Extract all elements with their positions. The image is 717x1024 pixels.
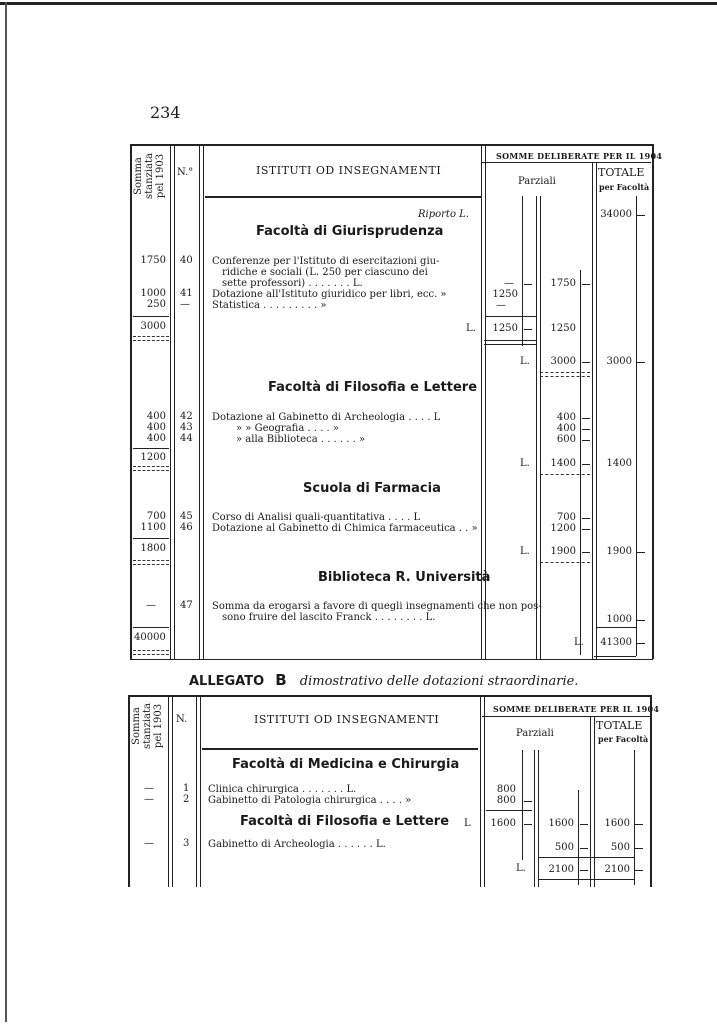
allegato-letter: B	[275, 671, 287, 689]
row-description: » » Geografia . . . . »	[236, 423, 340, 434]
col-totale-header: TOTALE	[596, 719, 643, 732]
total-partial: 2100	[548, 864, 574, 875]
grand-total: 41300	[600, 637, 632, 648]
partial-value: 1750	[550, 278, 576, 289]
subtotal-somma: 1200	[140, 452, 166, 463]
subtotal-partial: 1250	[550, 323, 576, 334]
row-description: Clinica chirurgica . . . . . . . L.	[208, 784, 357, 795]
col-istituti-header: ISTITUTI OD INSEGNAMENTI	[256, 164, 442, 177]
somma-value: —	[144, 794, 154, 805]
section-title: Facoltà di Medicina e Chirurgia	[232, 757, 460, 772]
col-somma-header: Somma stanziata pel 1903	[133, 153, 166, 199]
somma-value: 400	[146, 422, 166, 433]
somma-value: 400	[146, 411, 166, 422]
col-n-header: N.°	[177, 167, 194, 178]
total-facolta: 1400	[606, 458, 632, 469]
section-title: Scuola di Farmacia	[303, 481, 441, 496]
total-l: L.	[520, 458, 530, 469]
page-number: 234	[150, 103, 181, 122]
section-title-l: L	[464, 818, 471, 829]
somma-value: 1100	[140, 522, 166, 533]
col-per-facolta-header: per Facoltà	[599, 182, 650, 192]
total-partial: 1400	[550, 458, 576, 469]
total-facolta: 2100	[604, 864, 630, 875]
row-description: Gabinetto di Patologia chirurgica . . . . »	[208, 795, 412, 806]
somma-value: 1750	[140, 255, 166, 266]
allegato-label: ALLEGATO	[189, 674, 265, 689]
riporto-value: 34000	[600, 209, 632, 220]
row-number: 46	[180, 522, 193, 533]
row-number: 42	[180, 411, 193, 422]
partial-value: 400	[556, 412, 576, 423]
row-number: 3	[183, 838, 190, 849]
grand-somma: 40000	[134, 632, 166, 643]
col-n-header: N.	[176, 714, 188, 725]
somma-value: —	[146, 600, 156, 611]
row-number: 44	[180, 433, 193, 444]
partial-value: 800	[496, 784, 516, 795]
riporto-label: Riporto L.	[418, 209, 469, 220]
partial-value: 700	[556, 512, 576, 523]
grand-l: L.	[574, 637, 584, 648]
row-description: Gabinetto di Archeologia . . . . . . L.	[208, 839, 386, 850]
total-facolta: 1000	[606, 614, 632, 625]
subtotal-partial: 1250	[492, 323, 518, 334]
somma-value: 1000	[140, 288, 166, 299]
total-l: L.	[520, 546, 530, 557]
subtotal-facolta: 1600	[604, 818, 630, 829]
partial-value: 800	[496, 795, 516, 806]
col-per-facolta-header: per Facoltà	[598, 734, 649, 744]
somma-value: 250	[146, 299, 166, 310]
allegato-caption: dimostrativo delle dotazioni straordinarie.	[299, 674, 579, 689]
row-number: 45	[180, 511, 193, 522]
row-number: 47	[180, 600, 193, 611]
somma-value: 700	[146, 511, 166, 522]
total-l: L.	[516, 863, 526, 874]
total-l: L.	[520, 356, 530, 367]
row-number: 41	[180, 288, 193, 299]
left-border	[5, 2, 7, 1022]
row-description: Dotazione all'Istituto giuridico per libri, ecc. »	[212, 289, 447, 300]
partial-value: 1200	[550, 523, 576, 534]
partial-value: 500	[554, 842, 574, 853]
col-somme-header: SOMME DELIBERATE PER IL 1904	[493, 704, 660, 714]
row-description: Corso di Analisi quali-quantitativa . . . . L	[212, 512, 421, 523]
subtotal-partial: 1600	[548, 818, 574, 829]
total-facolta: 3000	[606, 356, 632, 367]
subtotal-partial: 1600	[490, 818, 516, 829]
total-partial: 3000	[550, 356, 576, 367]
somma-value: —	[144, 783, 154, 794]
col-totale-header: TOTALE	[598, 166, 645, 179]
partial-value: —	[496, 300, 506, 311]
row-description: Dotazione al Gabinetto di Archeologia . . . . L	[212, 412, 441, 423]
col-parziali-header: Parziali	[516, 728, 554, 739]
partial-value: 400	[556, 423, 576, 434]
section-title: Facoltà di Filosofia e Lettere	[240, 814, 450, 829]
subtotal-somma: 3000	[140, 321, 166, 332]
row-description: Conferenze per l'Istituto di esercitazioni giu- ridiche e sociali (L. 250 per ciascuno dei sette professori) . . . . . . . L.	[212, 256, 440, 289]
row-description: Somma da erogarsi a favore di quegli insegnamenti che non pos- sono fruire del lascito Franck . . . . . . . . L.	[212, 601, 542, 623]
allegato-heading	[189, 670, 578, 689]
row-number: 40	[180, 255, 193, 266]
col-somme-header: SOMME DELIBERATE PER IL 1904	[496, 151, 663, 161]
row-description: Statistica . . . . . . . . . »	[212, 300, 327, 311]
partial-value: 600	[556, 434, 576, 445]
col-parziali-header: Parziali	[518, 176, 556, 187]
row-number: 2	[183, 794, 190, 805]
somma-value: 400	[146, 433, 166, 444]
total-facolta: 1900	[606, 546, 632, 557]
section-title: Facoltà di Filosofia e Lettere	[268, 380, 478, 395]
section-title: Facoltà di Giurisprudenza	[256, 224, 444, 239]
top-border	[0, 2, 717, 5]
somma-value: —	[144, 838, 154, 849]
col-somma-header: Somma stanziata pel 1903	[131, 703, 164, 749]
subtotal-somma: 1800	[140, 543, 166, 554]
row-description: » alla Biblioteca . . . . . . »	[236, 434, 366, 445]
row-number: 1	[183, 783, 190, 794]
row-number: 43	[180, 422, 193, 433]
col-istituti-header: ISTITUTI OD INSEGNAMENTI	[254, 713, 440, 726]
row-number: —	[180, 299, 190, 310]
total-partial: 1900	[550, 546, 576, 557]
row-description: Dotazione al Gabinetto di Chimica farmaceutica . . »	[212, 523, 478, 534]
partial-value: —	[504, 278, 514, 289]
partial-value: 1250	[492, 289, 518, 300]
facolta-value: 500	[610, 842, 630, 853]
section-title: Biblioteca R. Università	[318, 570, 491, 585]
subtotal-l: L.	[466, 323, 476, 334]
